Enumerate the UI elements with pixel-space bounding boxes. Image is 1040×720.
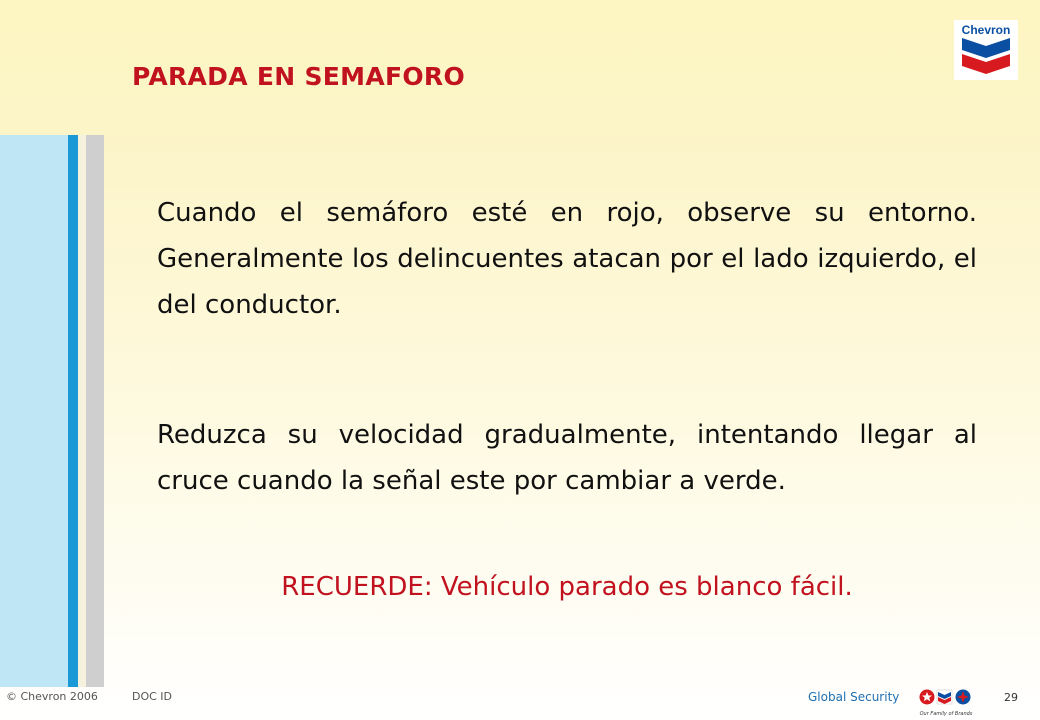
paragraph-1: Cuando el semáforo esté en rojo, observe su entorno. Generalmente los delincuentes atacan por el lado izquierdo, el del conductor. (157, 198, 977, 320)
footer-doc-id: DOC ID (132, 690, 173, 703)
footer-copyright: © Chevron 2006 (6, 690, 98, 703)
slide-title: PARADA EN SEMAFORO (132, 62, 466, 91)
gray-accent-bar (86, 135, 104, 687)
chevron-logo-icon (954, 20, 1018, 80)
accent-gap (78, 135, 86, 687)
brands-tagline: Our Family of Brands (919, 711, 973, 717)
left-accent-panel (0, 135, 68, 687)
paragraph-2: Reduzca su velocidad gradualmente, intentando llegar al cruce cuando la señal este por cambiar a verde. (157, 420, 977, 496)
blue-accent-bar (68, 135, 78, 687)
reminder-text: RECUERDE: Vehículo parado es blanco fácil. (281, 572, 853, 602)
family-of-brands-logos-icon (918, 688, 974, 718)
page-number: 29 (1004, 691, 1018, 704)
logo-wordmark: Chevron (961, 23, 1011, 37)
footer-section: Global Security (808, 690, 900, 704)
